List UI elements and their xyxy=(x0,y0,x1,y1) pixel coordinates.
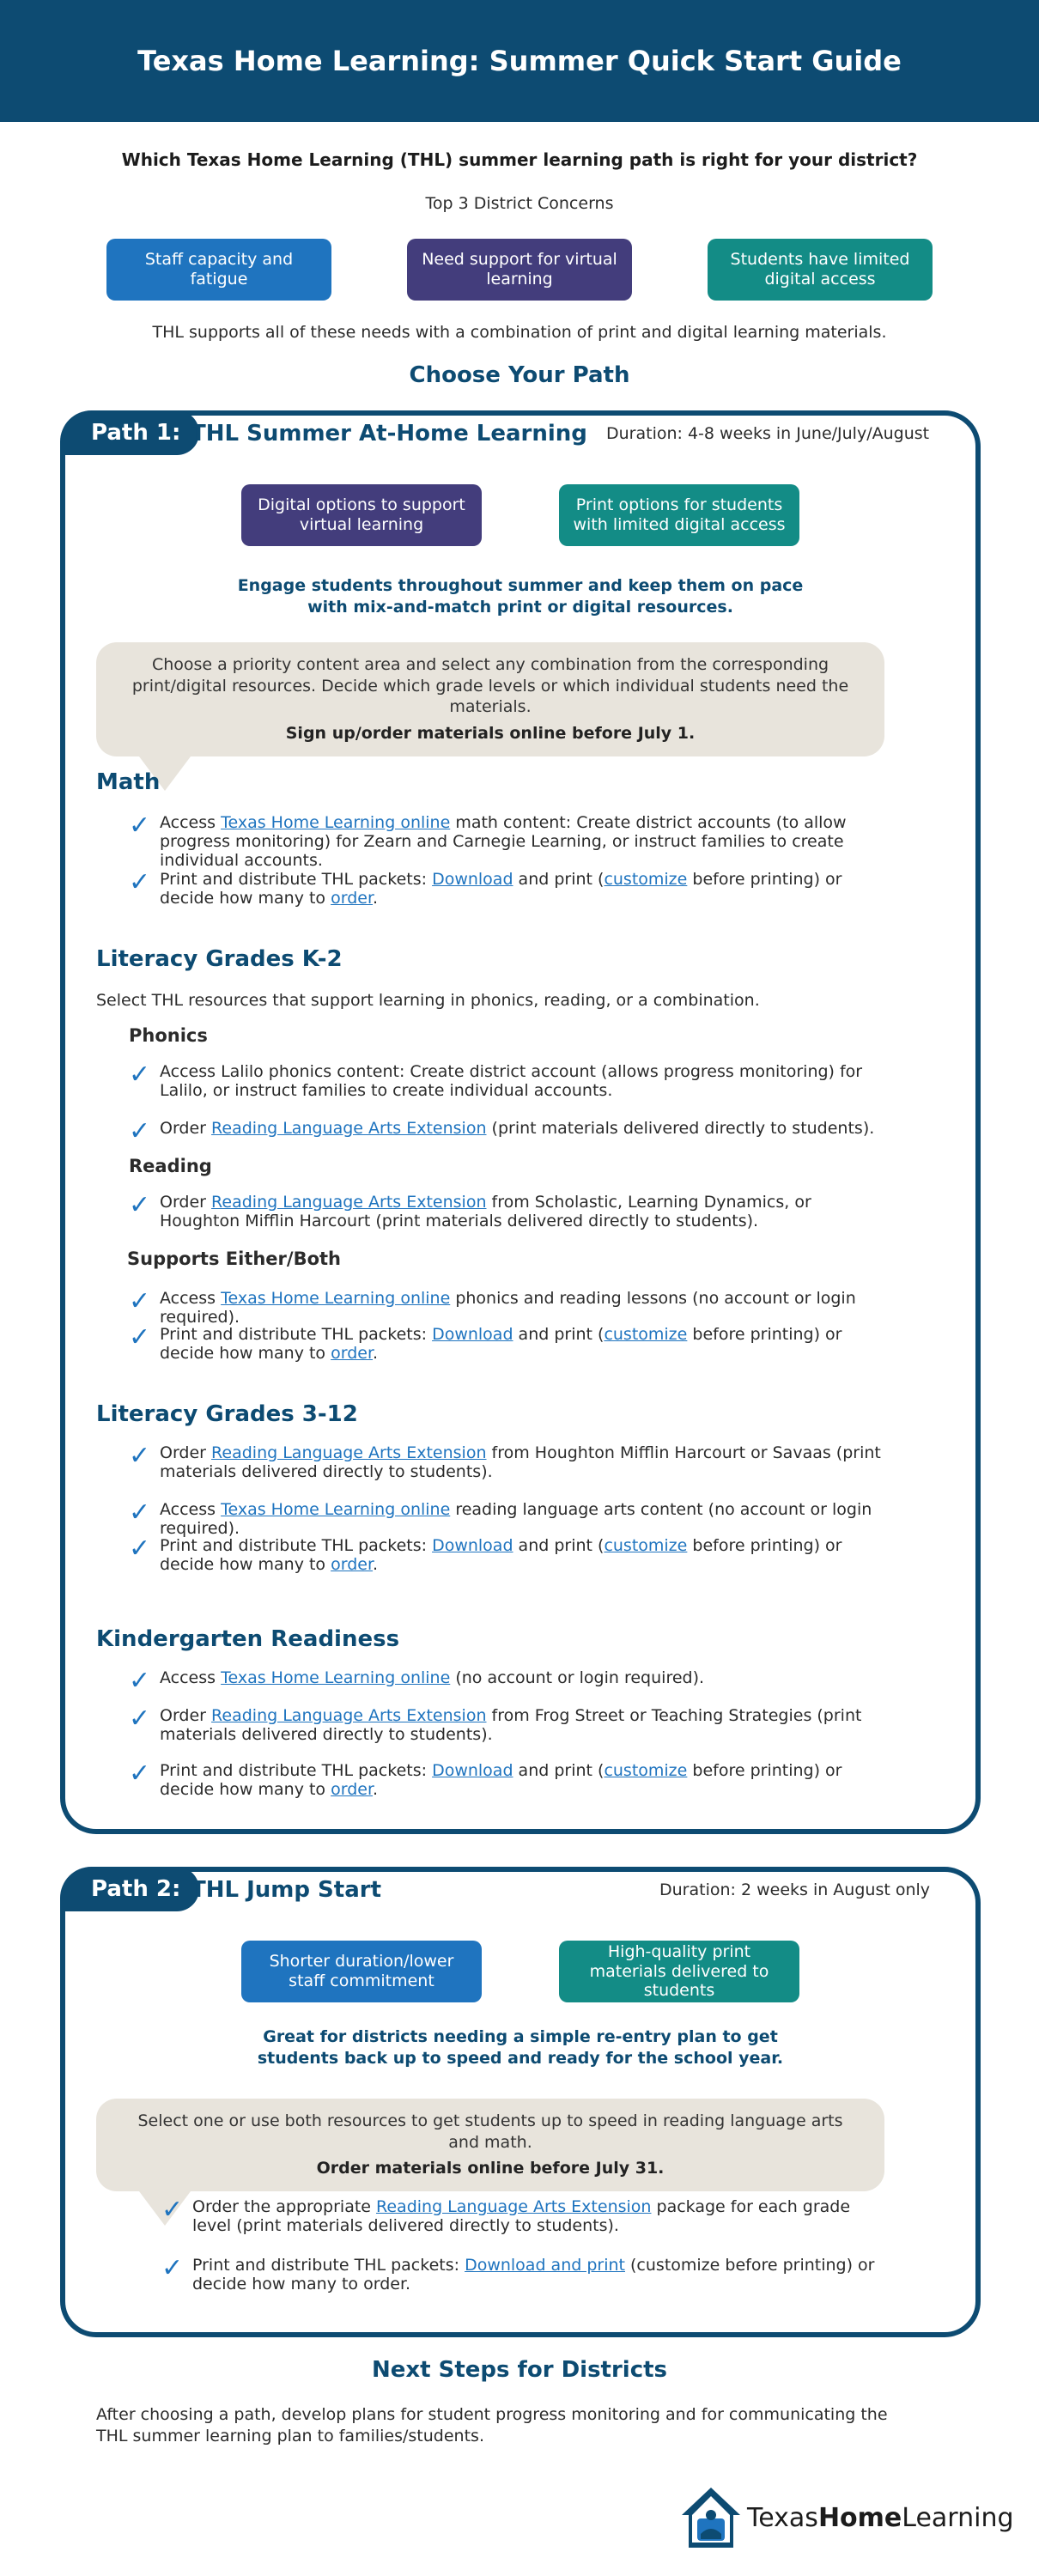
list-item: ✓ Order Reading Language Arts Extension from Houghton Mifflin Harcourt or Savaas (print materials delivered directly to students). xyxy=(129,1441,881,1481)
list-item: ✓ Print and distribute THL packets: Download and print (customize before printing) or decide how many to order. xyxy=(129,1759,842,1799)
literacy-k2-heading: Literacy Grades K-2 xyxy=(96,946,343,972)
list-item: ✓ Access Texas Home Learning online (no account or login required). xyxy=(129,1666,705,1696)
thl-online-link[interactable]: Texas Home Learning online xyxy=(221,1289,451,1308)
path2-title: THL Jump Start xyxy=(191,1877,382,1903)
concern-digital: Students have limited digital access xyxy=(708,239,933,301)
next-steps-text: After choosing a path, develop plans for student progress monitoring and for communicating the THL summer learning plan to families/students. xyxy=(96,2405,888,2445)
path1-options xyxy=(65,484,975,546)
concern-staff: Staff capacity and fatigue xyxy=(106,239,331,301)
thl-online-link[interactable]: Texas Home Learning online xyxy=(221,1668,451,1687)
order-link[interactable]: order xyxy=(331,888,374,908)
rla-extension-link[interactable]: Reading Language Arts Extension xyxy=(211,1443,487,1462)
support-text: THL supports all of these needs with a combination of print and digital learning materials. xyxy=(152,323,887,342)
rla-extension-link[interactable]: Reading Language Arts Extension xyxy=(211,1119,487,1138)
list-item: ✓ Order Reading Language Arts Extension from Scholastic, Learning Dynamics, or Houghton Mifflin Harcourt (print materials delivered directly to students). xyxy=(129,1190,811,1230)
page-header xyxy=(0,0,1039,122)
order-link[interactable]: order xyxy=(331,1779,374,1799)
path2-options xyxy=(65,1941,975,2002)
list-item: ✓ Order Reading Language Arts Extension from Frog Street or Teaching Strategies (print materials delivered directly to students). xyxy=(129,1704,862,1744)
thl-online-link[interactable]: Texas Home Learning online xyxy=(221,1500,451,1519)
path1-callout xyxy=(96,642,884,756)
list-item: ✓ Print and distribute THL packets: Download and print (customize before printing) or decide how many to order. xyxy=(129,867,842,908)
path1-deadline: Sign up/order materials online before July 1. xyxy=(285,724,696,744)
customize-link[interactable]: customize xyxy=(604,870,688,889)
customize-link[interactable]: customize xyxy=(604,1325,688,1344)
option-digital: Digital options to support virtual learning xyxy=(241,484,482,546)
checkmark-icon: ✓ xyxy=(129,1116,151,1146)
list-item: ✓ Access Texas Home Learning online reading language arts content (no account or login required). xyxy=(129,1498,872,1538)
rla-extension-link[interactable]: Reading Language Arts Extension xyxy=(376,2197,652,2216)
download-link[interactable]: Download xyxy=(432,870,513,889)
checkmark-icon: ✓ xyxy=(129,1666,151,1696)
order-link[interactable]: order xyxy=(331,1554,374,1574)
path2-engage: Great for districts needing a simple re-entry plan to get students back up to speed and ready for the school year. xyxy=(257,2027,784,2068)
list-item: ✓ Access Texas Home Learning online math content: Create district accounts (to allow progress monitoring) for Zearn and Carnegie Learning, or instruct families to create individual accounts. xyxy=(129,811,847,870)
concern-virtual: Need support for virtual learning xyxy=(407,239,632,301)
checkmark-icon: ✓ xyxy=(129,1322,151,1352)
checkmark-icon: ✓ xyxy=(129,1286,151,1316)
path2-tab: Path 2: xyxy=(60,1867,199,1911)
list-item: ✓ Print and distribute THL packets: Download and print (customize before printing) or decide how many to order. xyxy=(161,2253,875,2293)
path2-callout xyxy=(96,2099,884,2191)
page-title: Texas Home Learning: Summer Quick Start Guide xyxy=(137,45,902,77)
checkmark-icon: ✓ xyxy=(129,1704,151,1734)
checkmark-icon: ✓ xyxy=(129,1441,151,1471)
math-heading: Math xyxy=(96,769,161,795)
list-item: ✓ Order the appropriate Reading Language Arts Extension package for each grade level (print materials delivered directly to students). xyxy=(161,2195,851,2235)
checkmark-icon: ✓ xyxy=(129,811,151,841)
list-item: ✓ Access Texas Home Learning online phonics and reading lessons (no account or login required). xyxy=(129,1286,856,1327)
literacy-312-heading: Literacy Grades 3-12 xyxy=(96,1401,358,1427)
download-link[interactable]: Download xyxy=(432,1536,513,1555)
checkmark-icon: ✓ xyxy=(129,1498,151,1528)
option-print: Print options for students with limited digital access xyxy=(559,484,799,546)
checkmark-icon: ✓ xyxy=(129,1060,151,1090)
thl-logo xyxy=(680,2486,1014,2549)
kindergarten-heading: Kindergarten Readiness xyxy=(96,1626,400,1652)
path2-duration: Duration: 2 weeks in August only xyxy=(659,1880,931,1899)
path2-panel xyxy=(60,1867,981,2337)
checkmark-icon: ✓ xyxy=(129,1534,151,1564)
path1-engage: Engage students throughout summer and keep them on pace with mix-and-match print or digital resources. xyxy=(237,576,804,617)
list-item: ✓ Access Lalilo phonics content: Create district account (allows progress monitoring) for Lalilo, or instruct families to create individual accounts. xyxy=(129,1060,863,1100)
customize-link[interactable]: customize xyxy=(604,1536,688,1555)
checkmark-icon: ✓ xyxy=(161,2253,184,2283)
checkmark-icon: ✓ xyxy=(129,1759,151,1789)
list-item: ✓ Print and distribute THL packets: Download and print (customize before printing) or decide how many to order. xyxy=(129,1534,842,1574)
concerns-row xyxy=(0,239,1039,301)
rla-extension-link[interactable]: Reading Language Arts Extension xyxy=(211,1706,487,1725)
checkmark-icon: ✓ xyxy=(129,867,151,897)
house-logo-icon xyxy=(680,2486,742,2549)
next-steps-heading: Next Steps for Districts xyxy=(371,2357,668,2383)
path2-callout-text: Select one or use both resources to get students up to speed in reading language arts and math. xyxy=(137,2111,843,2152)
concerns-label: Top 3 District Concerns xyxy=(425,194,614,213)
reading-heading: Reading xyxy=(129,1156,212,1176)
option-print-materials: High-quality print materials delivered to students xyxy=(559,1941,799,2002)
option-shorter: Shorter duration/lower staff commitment xyxy=(241,1941,482,2002)
logo-text: TexasHomeLearning xyxy=(747,2502,1014,2533)
download-link[interactable]: Download xyxy=(432,1761,513,1780)
choose-heading: Choose Your Path xyxy=(409,362,630,388)
checkmark-icon: ✓ xyxy=(129,1190,151,1220)
download-link[interactable]: Download xyxy=(432,1325,513,1344)
literacy-k2-intro: Select THL resources that support learning in phonics, reading, or a combination. xyxy=(96,991,760,1010)
either-both-heading: Supports Either/Both xyxy=(127,1249,341,1269)
phonics-heading: Phonics xyxy=(129,1025,208,1046)
path1-panel xyxy=(60,410,981,1834)
path1-duration: Duration: 4-8 weeks in June/July/August xyxy=(606,424,930,443)
download-print-link[interactable]: Download and print xyxy=(465,2256,625,2275)
list-item: ✓ Order Reading Language Arts Extension (print materials delivered directly to students). xyxy=(129,1116,875,1146)
rla-extension-link[interactable]: Reading Language Arts Extension xyxy=(211,1193,487,1212)
thl-online-link[interactable]: Texas Home Learning online xyxy=(221,813,451,832)
customize-link[interactable]: customize xyxy=(604,1761,688,1780)
path1-tab: Path 1: xyxy=(60,410,199,455)
path1-title: THL Summer At-Home Learning xyxy=(191,421,587,447)
intro-question: Which Texas Home Learning (THL) summer learning path is right for your district? xyxy=(121,149,918,170)
path2-deadline: Order materials online before July 31. xyxy=(316,2159,665,2178)
checkmark-icon: ✓ xyxy=(161,2195,184,2225)
path1-callout-text: Choose a priority content area and select any combination from the corresponding print/digital resources. Decide which grade levels or which individual students need the materials. xyxy=(131,655,849,717)
order-link[interactable]: order xyxy=(331,1343,374,1363)
list-item: ✓ Print and distribute THL packets: Download and print (customize before printing) or decide how many to order. xyxy=(129,1322,842,1363)
